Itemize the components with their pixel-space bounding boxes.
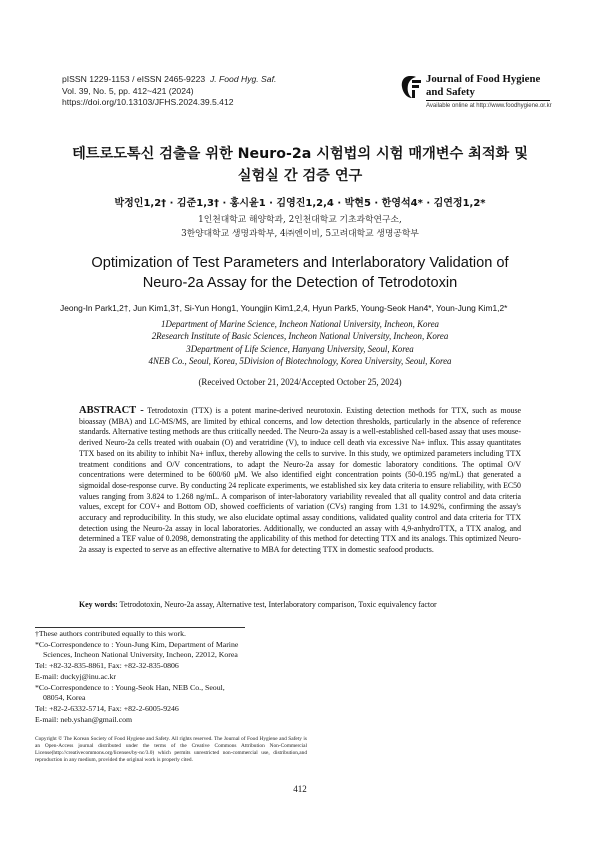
korean-authors: 박정인1,2† · 김준1,3† · 홍시윤1 · 김영진1,2,4 · 박현5 · 한영석4* · 김연정1,2* xyxy=(114,198,486,209)
english-title: Optimization of Test Parameters and Interlaboratory Validation of Neuro-2a Assay for the Detection of Tetrodotoxin xyxy=(91,255,509,291)
logo-url[interactable]: Available online at http://www.foodhygiene.or.kr xyxy=(426,103,552,109)
issn-line: pISSN 1229-1153 / eISSN 2465-9223 J. Food Hyg. Saf. xyxy=(62,74,277,84)
english-authors: Jeong-In Park1,2†, Jun Kim1,3†, Si-Yun Hong1, Youngjin Kim1,2,4, Hyun Park5, Young-Seok Han4*, Youn-Jung Kim1,2* xyxy=(60,303,508,313)
footnote-line: *Co-Correspondence to : Youn-Jung Kim, Department of Marine xyxy=(35,639,239,649)
abstract-text: Tetrodotoxin (TTX) is a potent marine-derived neurotoxin. Existing detection methods for TTX, such as mouse bioassay (MBA) and LC-MS/MS, are limited by ethical concerns, and low detection thresholds, particularly in the absence of reference standards. Alternative testing methods are thus critically needed. The Neuro-2a assay is a well-established cell-based assay that uses mouse-derived Neuro-2a cells treated with ouabain (O) and veratridine (V), to induce cell death via excessive Na+ influx. This assay quantitates TTX based on its ability to inhibit Na+ influx, thereby allowing the cells to survive. In this study, we optimized parameters including TTX treatment conditions and O/V concentrations, to adapt the Neuro-2a assay for domestic laboratory conditions. The optimal O/V concentrations were determined to be 600/60 μM. We also identified eight concentration points (50-0.195 ng/mL) that generated a sigmoidal dose-response curve. By conducting 24 replicate experiments, we established six key data criteria to ensure reliability, with EC50 values ranging from 3.824 to 1.268 ng/mL. A comparison of inter-laboratory variability revealed that all quality control and data criteria values, except for COV+ and Bottom OD, showed coefficients of variation (CVs) ranging from 1.31 to 14.92%, confirming the assay's accuracy and reproducibility. In this study, we also elucidate optimal assay conditions, validated quality control and data criteria for TTX detection using the Neuro-2a assay in local laboratories. Additionally, we conducted an assay with 4,9-anhydroTTX, a TTX analog, and determined a TEF value of 0.2098, demonstrating the applicability of this method for detecting TTX and its analogs. This optimized Neuro-2a assay is expected to serve as an effective alternative to MBA for detecting TTX in domestic seafood products. xyxy=(79,406,521,555)
footnote-line: Tel: +82-2-6332-5714, Fax: +82-2-6005-9246 xyxy=(35,703,179,713)
affiliation-line: 4NEB Co., Seoul, Korea, 5Division of Biotechnology, Korea University, Seoul, Korea xyxy=(148,355,452,366)
korean-title: 테트로도톡신 검출을 위한 Neuro-2a 시험법의 시험 매개변수 최적화 및 실험실 간 검증 연구 xyxy=(72,146,528,184)
footnote-line: *Co-Correspondence to : Young-Seok Han, NEB Co., Seoul, xyxy=(35,682,225,692)
journal-logo-icon xyxy=(400,74,422,100)
footnote-line: 08054, Korea xyxy=(43,693,86,703)
email-link[interactable]: E-mail: neb.yshan@gmail.com xyxy=(35,714,133,724)
keywords-label: Key words: xyxy=(79,600,118,609)
email-link[interactable]: E-mail: duckyj@inu.ac.kr xyxy=(35,671,117,681)
keywords xyxy=(79,600,521,609)
affiliation-line: 1Department of Marine Science, Incheon National University, Incheon, Korea xyxy=(161,319,439,329)
doi-link[interactable]: https://doi.org/10.13103/JFHS.2024.39.5.412 xyxy=(62,97,234,107)
footnotes xyxy=(35,629,305,725)
volume-line: Vol. 39, No. 5, pp. 412~421 (2024) xyxy=(62,85,194,96)
english-affiliations xyxy=(40,318,560,367)
abstract-label: ABSTRACT - xyxy=(79,405,144,416)
journal-abbr: J. Food Hyg. Saf. xyxy=(209,74,277,84)
keywords-text: Tetrodotoxin, Neuro-2a assay, Alternative test, Interlaboratory comparison, Toxic equivalency factor xyxy=(119,600,437,609)
footnote-line: †These authors contributed equally to this work. xyxy=(35,629,186,638)
affiliation-line: 3Department of Life Science, Hanyang University, Seoul, Korea xyxy=(186,343,414,354)
footnote-line: Tel: +82-32-835-8861, Fax: +82-32-835-0806 xyxy=(35,661,179,671)
logo-divider xyxy=(426,100,550,101)
footnote-line: Sciences, Incheon National University, Incheon, 22012, Korea xyxy=(43,650,238,660)
logo-title: Journal of Food Hygiene and Safety xyxy=(426,73,541,98)
page-number: 412 xyxy=(293,784,307,794)
korean-affiliations: 1인천대학교 해양학과, 2인천대학교 기초과학연구소, 3한양대학교 생명과학부, 4㈜엔이비, 5고려대학교 생명공학부 xyxy=(181,215,419,239)
journal-meta xyxy=(62,74,276,109)
affiliation-line: 2Research Institute of Basic Sciences, Incheon National University, Incheon, Korea xyxy=(151,331,449,342)
journal-logo xyxy=(400,72,550,116)
copyright-notice: Copyright © The Korean Society of Food Hygiene and Safety. All rights reserved. The Journal of Food Hygiene and Safety is an Open-Access journal distributed under the terms of the Creative Commons Attribution Non-Commercial License(http://creativecommons.org/licenses/by-nc/3.0) which permits unrestricted non-commercial use, distribution,and reproduction in any medium, provided the original work is properly cited. xyxy=(35,736,307,764)
footnote-divider xyxy=(35,627,245,628)
received-dates: (Received October 21, 2024/Accepted October 25, 2024) xyxy=(198,377,402,387)
abstract xyxy=(79,406,521,556)
